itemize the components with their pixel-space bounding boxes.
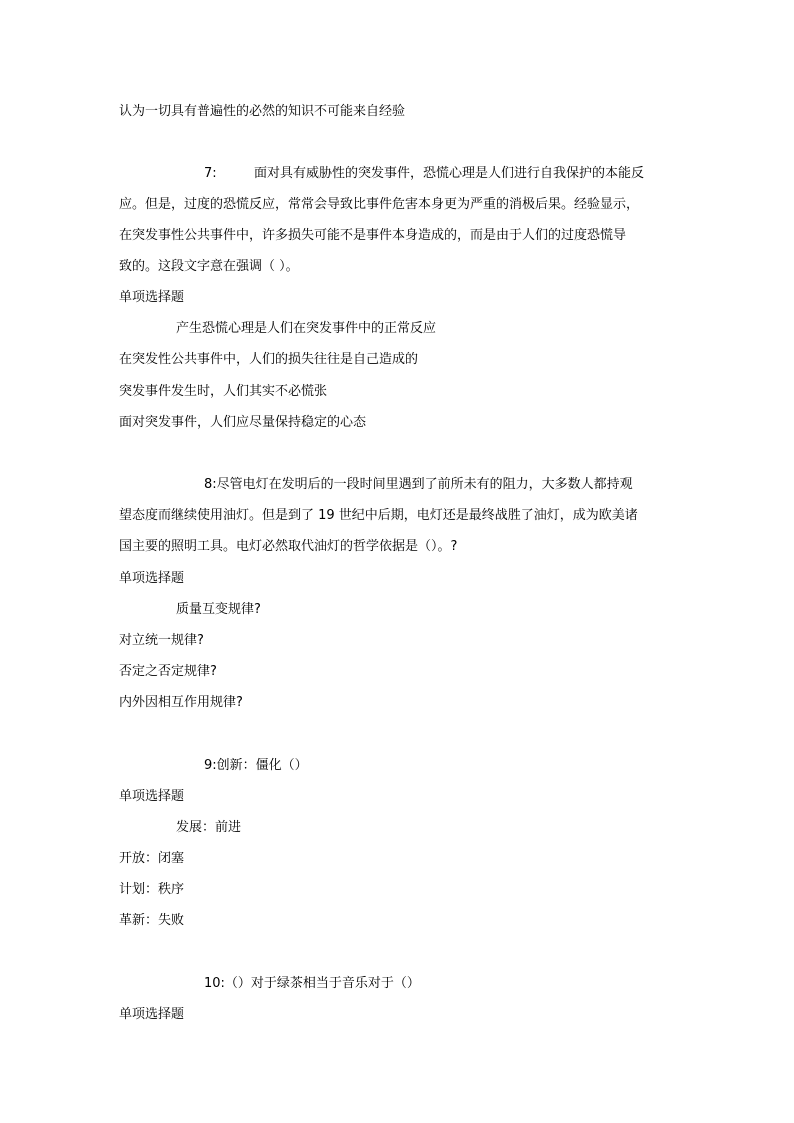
question-type-label: 单项选择题	[119, 789, 185, 804]
question-number: 9:	[204, 758, 217, 773]
option-c: 计划：秩序	[119, 882, 185, 897]
option-d: 内外因相互作用规律?	[119, 695, 243, 710]
previous-option-text: 认为一切具有普遍性的必然的知识不可能来自经验	[119, 104, 406, 119]
question-number: 10:	[204, 976, 225, 991]
question-9-line-1	[204, 758, 308, 774]
option-d: 面对突发事件，人们应尽量保持稳定的心态	[119, 415, 367, 430]
option-b: 在突发性公共事件中，人们的损失往往是自己造成的	[119, 352, 419, 367]
question-text: 创新：僵化（）	[216, 758, 308, 773]
question-7-line-4: 致的。这段文字意在强调（ ）。	[119, 259, 299, 274]
question-10-line-1	[204, 976, 420, 992]
question-8-line-2: 望态度而继续使用油灯。但是到了 19 世纪中后期，电灯还是最终战胜了油灯，成为欧美诸	[119, 508, 638, 523]
question-8-line-1	[204, 477, 633, 493]
question-type-label: 单项选择题	[119, 571, 185, 586]
question-7-line-1	[204, 166, 644, 182]
option-b: 开放：闭塞	[119, 851, 185, 866]
question-7-line-3: 在突发事性公共事件中，许多损失可能不是事件本身造成的，而是由于人们的过度恐慌导	[119, 228, 627, 243]
question-8-line-3: 国主要的照明工具。电灯必然取代油灯的哲学依据是（）。?	[119, 539, 458, 554]
question-type-label: 单项选择题	[119, 1007, 185, 1022]
question-text: （）对于绿茶相当于音乐对于（）	[224, 976, 420, 991]
question-text: 面对具有威胁性的突发事件，恐慌心理是人们进行自我保护的本能反	[254, 166, 645, 181]
option-a: 质量互变规律?	[176, 602, 261, 617]
question-text: 尽管电灯在发明后的一段时间里遇到了前所未有的阻力，大多数人都持观	[216, 477, 633, 492]
option-d: 革新：失败	[119, 913, 185, 928]
question-number: 8:	[204, 477, 217, 492]
option-c: 否定之否定规律?	[119, 664, 217, 679]
option-a: 产生恐慌心理是人们在突发事件中的正常反应	[176, 321, 437, 336]
question-number: 7:	[204, 166, 217, 181]
question-type-label: 单项选择题	[119, 290, 185, 305]
option-b: 对立统一规律?	[119, 633, 204, 648]
option-c: 突发事件发生时，人们其实不必慌张	[119, 384, 328, 399]
option-a: 发展：前进	[176, 820, 242, 835]
question-7-line-2: 应。但是，过度的恐慌反应，常常会导致比事件危害本身更为严重的消极后果。经验显示，	[119, 197, 640, 212]
